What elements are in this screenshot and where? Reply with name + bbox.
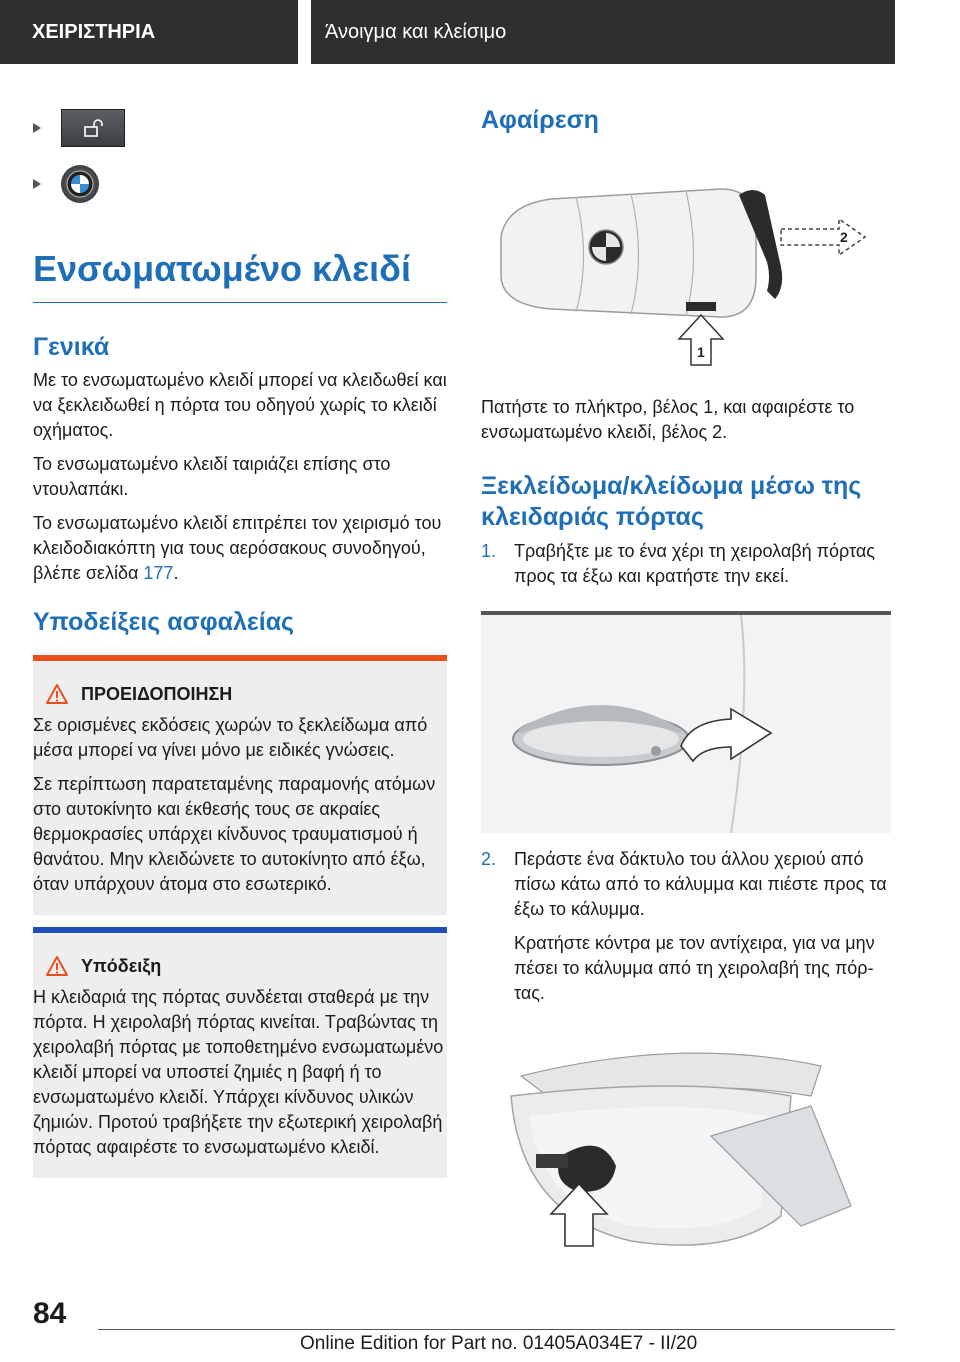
general-heading: Γενικά — [33, 333, 110, 361]
door-cover-image — [481, 1036, 895, 1254]
step-text: Τραβήξτε με το ένα χέρι τη χειρολαβή πόρτας προς τα έξω και κρατήστε την εκεί. — [514, 541, 875, 586]
cover-removal-illustration — [481, 1036, 895, 1254]
right-column — [481, 100, 895, 1254]
removal-text: Πατήστε το πλήκτρο, βέλος 1, και αφαιρέστε το ενσωματωμένο κλειδί, βέλος 2. — [481, 397, 855, 442]
bmw-step — [33, 164, 447, 204]
lock-steps-continued — [481, 847, 895, 1006]
lock-heading: Ξεκλείδωμα/κλείδωμα μέσω της κλειδαριάς πόρτας — [481, 472, 862, 531]
general-paragraph-3 — [33, 511, 447, 586]
page-reference-link[interactable]: 177 — [143, 563, 174, 583]
edition-text: Online Edition for Part no. 01405A034E7 - II/20 — [300, 1333, 698, 1354]
page-number: 84 — [33, 1297, 67, 1330]
period: . — [173, 563, 179, 583]
bmw-logo-icon — [61, 165, 99, 203]
unlock-step — [33, 108, 447, 148]
door-handle-illustration — [481, 611, 891, 833]
warning-triangle-icon — [45, 683, 69, 705]
step-number: 2. — [481, 849, 497, 869]
chapter-label: Άνοιγμα και κλείσιμο — [325, 20, 507, 43]
warning-box — [33, 655, 447, 915]
door-handle-image — [481, 611, 891, 833]
step-number: 1. — [481, 541, 497, 561]
note-box — [33, 927, 447, 1178]
general-paragraph-1: Με το ενσωματωμένο κλειδί μπορεί να κλειδωθεί και να ξεκλειδωθεί η πόρτα του οδηγού χωρίς το κλειδί οχήματος. — [33, 370, 447, 440]
step-2 — [481, 847, 895, 1006]
removal-heading: Αφαίρεση — [481, 106, 599, 134]
bullet-triangle-icon — [33, 179, 41, 189]
note-triangle-icon — [45, 955, 69, 977]
general-paragraph-3-text: Το ενσωματωμένο κλειδί επιτρέπει τον χειρισμό του κλειδοδιακόπτη για τους αερόσακους συνοδηγού, βλέπε σελίδα — [33, 513, 442, 583]
callout-2: 2 — [840, 229, 848, 245]
manual-section-label: ΧΕΙΡΙΣΤΗΡΙΑ — [32, 20, 156, 43]
note-title: Υπόδειξη — [81, 955, 162, 976]
step-text-continued: Κρατήστε κόντρα με τον αντίχειρα, για να μην πέσει το κάλυμμα από τη χειρολαβή της πόρτας. — [514, 933, 875, 1003]
warning-paragraph-1: Σε ορισμένες εκδόσεις χωρών το ξεκλείδωμα από μέσα μπορεί να γίνει μόνο με ειδικές γνώσεις. — [33, 715, 428, 760]
callout-1: 1 — [697, 344, 705, 360]
key-removal-illustration — [481, 167, 895, 367]
safety-heading: Υποδείξεις ασφαλείας — [33, 608, 295, 636]
bullet-triangle-icon — [33, 123, 41, 133]
step-1 — [481, 539, 895, 589]
key-fob-image — [481, 167, 895, 367]
note-paragraph: Η κλειδαριά της πόρτας συνδέεται σταθερά με την πόρτα. Η χειρολαβή πόρτας κινείται. Τραβώντας τη χειρολαβή πόρτας με τοποθετημένο ενσωματωμένο κλειδί μπορεί να υποστεί ζημιές η βαφή ή το ενσωματωμένο κλειδί. Υπάρχει κίνδυνος υλικών ζημιών. Προτού τραβήξετε την εξωτερική χειρολαβή πόρτας αφαιρέστε το ενσωματωμένο κλειδί. — [33, 987, 444, 1157]
chapter-title: Ενσωματωμένο κλειδί — [33, 248, 447, 303]
chapter-tab — [311, 0, 895, 64]
warning-title: ΠΡΟΕΙΔΟΠΟΙΗΣΗ — [81, 683, 233, 704]
warning-paragraph-2: Σε περίπτωση παρατεταμένης παραμονής ατόμων στο αυτοκίνητο και έκθεσής τους σε ακραίες θερμοκρασίες υπάρχει κίνδυνος τραυματισμού ή θανάτου. Μην κλειδώνετε το αυτοκίνητο από έξω, όταν υπάρχουν άτομα στο εσωτερικό. — [33, 774, 436, 894]
footer-rule — [98, 1329, 895, 1330]
left-column — [33, 100, 447, 1178]
general-paragraph-2: Το ενσωματωμένο κλειδί ταιριάζει επίσης στο ντουλαπάκι. — [33, 454, 391, 499]
unlock-button-icon — [61, 109, 125, 147]
step-text: Περάστε ένα δάκτυλο του άλλου χεριού από πίσω κάτω από το κάλυμμα και πιέστε προς τα έξω το κάλυμμα. — [514, 849, 887, 919]
manual-section-tab — [0, 0, 298, 64]
lock-steps — [481, 539, 895, 589]
